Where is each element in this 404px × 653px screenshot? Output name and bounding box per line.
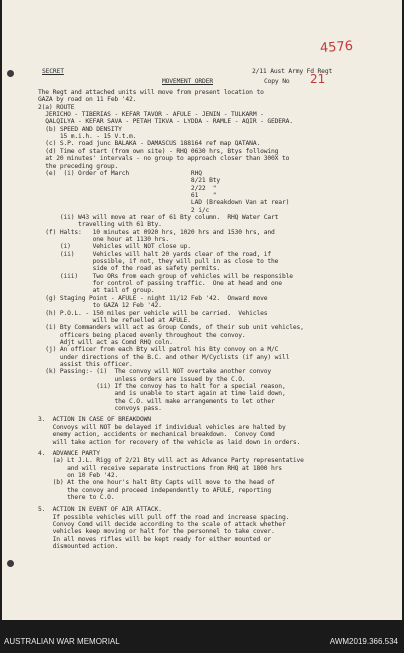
document-line: GAZA by road on 11 Feb '42. — [38, 96, 137, 104]
handwritten-copy-number: 21 — [310, 72, 326, 86]
document-line: Convoy Comd will decide according to the scale of attack whether — [38, 521, 286, 528]
document-line: one hour at 1130 hrs. — [38, 236, 170, 243]
document-line: to GAZA 12 Feb '42. — [38, 302, 162, 310]
document-line: 5. ACTION IN EVENT OF AIR ATTACK. — [38, 506, 162, 514]
document-line: 4. ADVANCE PARTY — [38, 449, 100, 457]
document-line: (g) Staging Point - AFULE - night 11/12 Feb '42. Onward move — [38, 294, 268, 302]
document-line: at 20 minutes' intervals - no group to approach closer than 300X to — [38, 155, 290, 163]
footer-bar — [0, 620, 404, 653]
document-line: (iii) Two ORs from each group of vehicles will be responsible — [38, 272, 293, 280]
document-line: (a) Lt J.L. Rigg of 2/21 Bty will act as Advance Party representative — [38, 457, 304, 465]
document-line: 8/21 Bty — [38, 177, 221, 185]
document-line: (k) Passing:- (i) The convoy will NOT overtake another convoy — [38, 368, 272, 376]
copy-label: Copy No — [264, 78, 290, 85]
document-line: (i) Bty Commanders will act as Group Comds, of their sub unit vehicles, — [38, 324, 304, 332]
document-line: (j) An officer from each Bty will patrol his Bty convoy on a M/C — [38, 346, 279, 354]
document-line: unless orders are issued by the C.O. — [38, 375, 246, 383]
document-line: enemy action, accidents or mechanical breakdown. Convoy Comd — [38, 431, 275, 439]
document-line: JERICHO - TIBERIAS - KEFAR TAVOR - AFULE - JENIN - TULKARM - — [38, 111, 264, 118]
document-line: there to C.O. — [38, 493, 115, 501]
document-line: travelling with 61 Bty. — [38, 221, 162, 229]
document-line: (b) SPEED AND DENSITY — [38, 125, 122, 133]
document-line: 61 " — [38, 191, 217, 199]
document-line: assist this officer. — [38, 361, 133, 368]
document-line: side of the road as safety permits. — [38, 265, 221, 273]
binder-hole — [7, 560, 14, 567]
document-line: If possible vehicles will pull off the road and increase spacing. — [38, 513, 290, 521]
secret-marking: SECRET — [42, 68, 64, 75]
document-line: and is unable to start again at time laid down, — [38, 390, 286, 398]
document-line: vehicles keep moving or halt for the personnel to take cover. — [38, 528, 275, 536]
document-line: will take action for recovery of the vehicle as laid down in orders. — [38, 438, 301, 446]
document-line: at tail of group. — [38, 287, 155, 295]
document-line: and will receive separate instructions from RHQ at 1800 hrs — [38, 464, 282, 472]
document-line: possible, if not, they will pull in as close to the — [38, 258, 279, 265]
unit-name: 2/11 Aust Army Fd Regt — [252, 68, 333, 75]
document-line: convoys pass. — [38, 405, 162, 413]
document-line: Adjt will act as Comd RHQ coln. — [38, 338, 173, 346]
document-line: dismounted action. — [38, 543, 119, 550]
document-page — [2, 0, 402, 620]
document-line: LAD (Breakdown Van at rear) — [38, 199, 290, 207]
document-line: on 10 Feb '42. — [38, 471, 119, 479]
document-line: under directions of the B.C. and other M/Cyclists (if any) will — [38, 353, 290, 361]
document-line: (ii) Vehicles will halt 20 yards clear of the road, if — [38, 250, 272, 258]
document-line: 15 m.i.h. - 15 V.t.m. — [38, 133, 137, 141]
document-line: 3. ACTION IN CASE OF BREAKDOWN — [38, 416, 151, 424]
handwritten-ref-number: 4576 — [319, 38, 354, 57]
document-line: (b) At the one hour's halt Bty Capts will move to the head of — [38, 479, 275, 487]
document-line: (e) (i) Order of March RHQ — [38, 169, 202, 177]
document-line: the preceding group. — [38, 162, 119, 170]
document-line: the convoy and proceed independently to AFULE, reporting — [38, 486, 272, 494]
document-line: (h) P.O.L. - 150 miles per vehicle will be carried. Vehicles — [38, 309, 268, 317]
document-line: (ii) If the convoy has to halt for a special reason, — [38, 383, 286, 390]
document-line: (f) Halts: 10 minutes at 0920 hrs, 1020 hrs and 1530 hrs, and — [38, 228, 275, 236]
order-title: MOVEMENT ORDER — [162, 78, 213, 85]
document-line: QALQILYA - KEFAR SAVA - PETAH TIKVA - LYDDA - RAMLE - AQIR - GEDERA. — [38, 118, 293, 126]
document-line: the C.O. will make arrangements to let other — [38, 397, 275, 405]
document-line: 2(a) ROUTE — [38, 103, 75, 111]
document-line: The Regt and attached units will move from present location to — [38, 89, 264, 96]
document-line: for control of passing traffic. One at head and one — [38, 280, 282, 288]
document-line: 2/22 " — [38, 184, 217, 192]
document-line: Convoys will NOT be delayed if individual vehicles are halted by — [38, 423, 286, 431]
document-line: In all moves rifles will be kept ready for either mounted or — [38, 535, 272, 543]
document-line: (ii) W43 will move at rear of 61 Bty column. RHQ Water Cart — [38, 213, 279, 221]
document-line: (c) S.P. road junc BALAKA - DAMASCUS 188164 ref map QATANA. — [38, 140, 261, 148]
document-line: officers being placed evenly throughout the convoy. — [38, 331, 246, 339]
document-line: (i) Vehicles will NOT close up. — [38, 243, 191, 251]
document-line: (d) Time of start (from own site) - RHQ 0630 hrs, Btys following — [38, 147, 279, 155]
binder-hole — [7, 70, 14, 77]
footer-institution: AUSTRALIAN WAR MEMORIAL — [4, 637, 120, 646]
footer-accession: AWM2019.366.534 — [329, 637, 398, 646]
document-line: will be refuelled at AFULE. — [38, 316, 191, 324]
document-line: 2 i/c — [38, 206, 210, 214]
